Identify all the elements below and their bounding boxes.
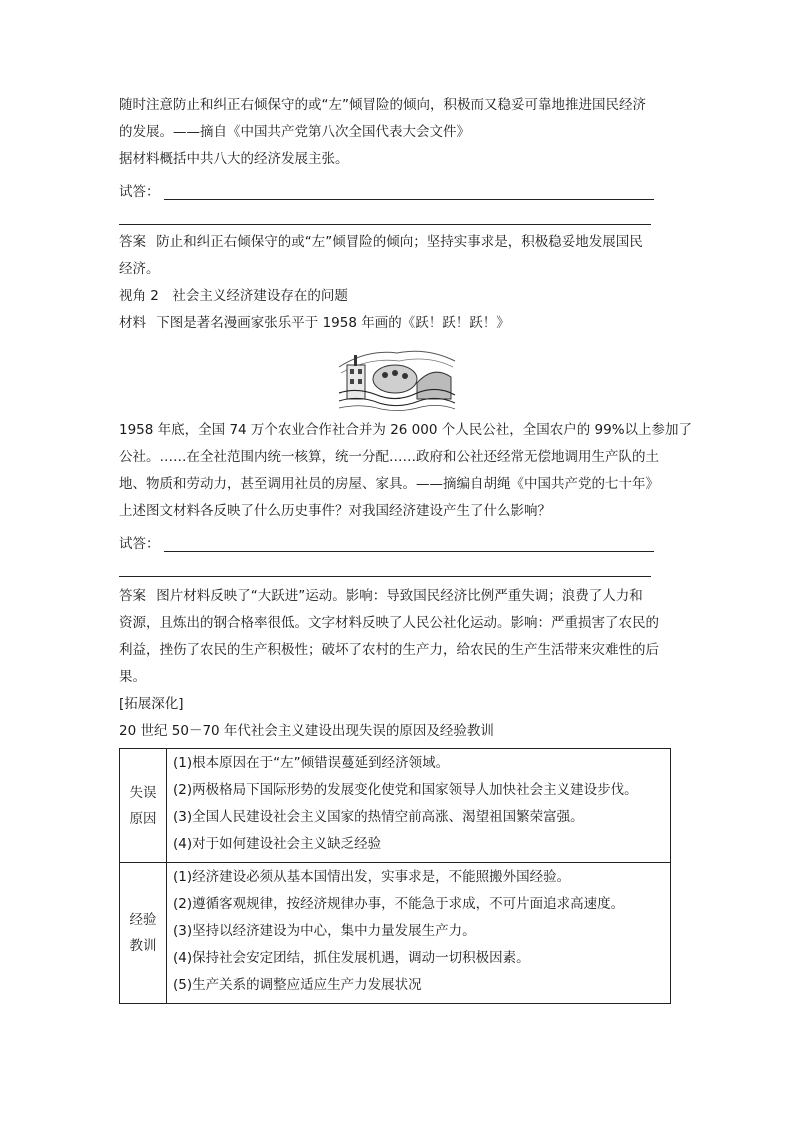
row-heading [120, 863, 167, 1004]
answer-line [119, 229, 675, 256]
list-item: (2)两极格局下国际形势的发展变化使党和国家领导人加快社会主义建设步伐。 [173, 782, 638, 798]
row-content [167, 749, 671, 863]
extension-title: 20 世纪 50－70 年代社会主义建设出现失误的原因及经验教训 [119, 723, 494, 739]
question-text: 据材料概括中共八大的经济发展主张。 [119, 151, 349, 167]
list-item: (5)生产关系的调整应适应生产力发展状况 [173, 977, 422, 993]
text-line: 地、物质和劳动力，甚至调用社员的房屋、家具。——摘编自胡绳《中国共产党的七十年》 [119, 476, 659, 492]
row-heading-line: 失误 [129, 784, 157, 801]
page-content [119, 92, 693, 1004]
cartoon-illustration [337, 343, 457, 413]
question-text: 上述图文材料各反映了什么历史事件？对我国经济建设产生了什么影响？ [119, 503, 551, 519]
answer-blank-line[interactable] [119, 552, 651, 577]
list-item: (2)遵循客观规律，按经济规律办事，不能急于求成，不可片面追求高速度。 [173, 896, 625, 912]
answer-text: 防止和纠正右倾保守的或“左”倾冒险的倾向；坚持实事求是，积极稳妥地发展国民 [156, 234, 643, 250]
extension-tag: [拓展深化] [119, 696, 184, 712]
text-line: 的发展。——摘自《中国共产党第八次全国代表大会文件》 [119, 124, 470, 140]
answer-text: 果。 [119, 669, 146, 685]
row-heading-line: 原因 [129, 810, 157, 827]
answer-text: 资源，且炼出的钢合格率很低。文字材料反映了人民公社化运动。影响：严重损害了农民的 [119, 615, 659, 631]
material-paragraph [119, 92, 675, 146]
list-item: (1)经济建设必须从基本国情出发，实事求是，不能照搬外国经验。 [173, 869, 571, 885]
row-content [167, 863, 671, 1004]
material-intro-text: 下图是著名漫画家张乐平于 1958 年画的《跃！跃！跃！》 [156, 315, 510, 331]
material-label: 材料 [119, 315, 146, 331]
list-item: (4)保持社会安定团结，抓住发展机遇，调动一切积极因素。 [173, 950, 530, 966]
answer-blank-line[interactable] [164, 181, 654, 200]
text-line: 随时注意防止和纠正右倾保守的或“左”倾冒险的倾向，积极而又稳妥可靠地推进国民经济 [119, 97, 646, 113]
answer-line [119, 583, 675, 610]
answer-blank-row [119, 173, 675, 200]
answer-text: 利益，挫伤了农民的生产积极性；破坏了农村的生产力，给农民的生产生活带来灾难性的后 [119, 642, 659, 658]
answer-block [119, 583, 675, 691]
answer-prompt: 试答： [119, 184, 160, 200]
answer-text: 图片材料反映了“大跃进”运动。影响：导致国民经济比例严重失调；浪费了人力和 [156, 588, 643, 604]
list-item: (4)对于如何建设社会主义缺乏经验 [173, 836, 382, 852]
table-row [120, 749, 671, 863]
section-heading: 视角 2 社会主义经济建设存在的问题 [119, 288, 348, 304]
row-heading [120, 749, 167, 863]
text-line: 1958 年底，全国 74 万个农业合作社合并为 26 000 个人民公社，全国农户的 99%以上参加了 [119, 422, 693, 438]
answer-blank-line[interactable] [119, 200, 651, 225]
answer-blank-line[interactable] [164, 533, 654, 552]
answer-text: 经济。 [119, 261, 160, 277]
list-item: (3)坚持以经济建设为中心，集中力量发展生产力。 [173, 923, 476, 939]
answer-block [119, 229, 675, 283]
material-intro [119, 310, 675, 337]
row-heading-line: 教训 [129, 938, 157, 954]
material-paragraph [119, 417, 693, 498]
answer-label: 答案 [119, 588, 146, 604]
row-heading-line: 经验 [129, 912, 157, 928]
summary-table [119, 748, 671, 1004]
list-item: (3)全国人民建设社会主义国家的热情空前高涨、渴望祖国繁荣富强。 [173, 809, 584, 825]
answer-label: 答案 [119, 234, 146, 250]
list-item: (1)根本原因在于“左”倾错误蔓延到经济领域。 [173, 755, 450, 771]
text-line: 公社。……在全社范围内统一核算，统一分配……政府和公社还经常无偿地调用生产队的土 [119, 449, 659, 465]
answer-prompt: 试答： [119, 536, 160, 552]
table-row [120, 863, 671, 1004]
answer-blank-row [119, 525, 675, 552]
